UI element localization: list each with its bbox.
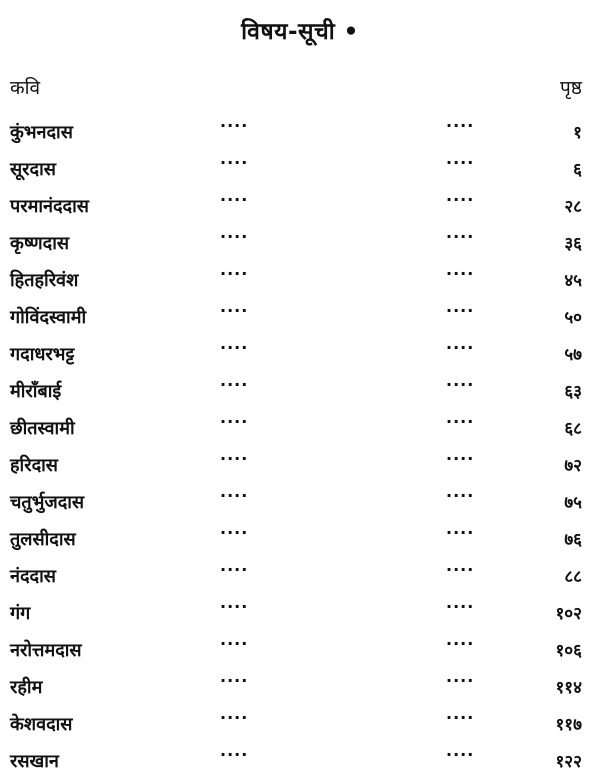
page-number: ६३ [564,382,582,402]
toc-row [10,190,582,227]
dot-leader: ···· [220,671,249,690]
dot-leader: ···· [446,449,475,468]
dot-leader: ···· [220,301,249,320]
dot-leader: ···· [446,301,475,320]
page-number: ११७ [555,715,582,735]
poet-name: मीराँबाई [10,381,62,402]
toc-row [10,116,582,153]
page-number: ६८ [564,419,582,439]
dot-leader: ···· [446,671,475,690]
poet-column-header: कवि [10,77,41,99]
page-number: ७६ [564,530,582,550]
dot-leader: ···· [446,597,475,616]
dot-leader: ···· [220,227,249,246]
dot-leader: ···· [446,116,475,135]
table-of-contents [10,116,582,782]
poet-name: रसखान [10,751,59,772]
page-number: ७५ [564,493,582,513]
dot-leader: ···· [446,190,475,209]
toc-row [10,227,582,264]
toc-row [10,449,582,486]
page-title: विषय-सूची • [241,19,359,45]
poet-name: गंग [10,603,31,624]
toc-row [10,153,582,190]
poet-name: परमानंददास [10,196,89,217]
toc-row [10,560,582,597]
poet-name: केशवदास [10,714,73,735]
page-number: ८८ [564,567,582,587]
toc-row [10,338,582,375]
toc-row [10,301,582,338]
page-number: ६ [573,160,582,180]
dot-leader: ···· [446,375,475,394]
page-number: ३६ [564,234,582,254]
dot-leader: ···· [220,375,249,394]
toc-row [10,597,582,634]
dot-leader: ···· [220,523,249,542]
dot-leader: ···· [220,449,249,468]
page-number: ५० [564,308,582,328]
dot-leader: ···· [446,153,475,172]
toc-row [10,264,582,301]
toc-row [10,523,582,560]
dot-leader: ···· [446,560,475,579]
toc-row [10,375,582,412]
page-number: ७२ [564,456,582,476]
dot-leader: ···· [446,264,475,283]
toc-row [10,745,582,782]
dot-leader: ···· [446,412,475,431]
dot-leader: ···· [446,486,475,505]
poet-name: सूरदास [10,159,56,180]
dot-leader: ···· [220,338,249,357]
toc-row [10,412,582,449]
dot-leader: ···· [220,745,249,764]
poet-name: कृष्णदास [10,233,70,254]
poet-name: नंददास [10,566,56,587]
dot-leader: ···· [446,634,475,653]
toc-row [10,708,582,745]
dot-leader: ···· [220,116,249,135]
page-number: १०२ [555,604,582,624]
dot-leader: ···· [220,634,249,653]
poet-name: हितहरिवंश [10,270,79,291]
dot-leader: ···· [220,264,249,283]
dot-leader: ···· [220,708,249,727]
dot-leader: ···· [446,227,475,246]
poet-name: रहीम [10,677,43,698]
page-number: ४५ [564,271,582,291]
dot-leader: ···· [220,153,249,172]
dot-leader: ···· [220,190,249,209]
page-number: ५७ [564,345,582,365]
dot-leader: ···· [220,412,249,431]
dot-leader: ···· [446,338,475,357]
poet-name: चतुर्भुजदास [10,492,85,513]
poet-name: हरिदास [10,455,58,476]
column-header-row [10,74,582,102]
page-number: ११४ [555,678,582,698]
poet-name: तुलसीदास [10,529,76,550]
page-number: १ [573,123,582,143]
dot-leader: ···· [446,708,475,727]
toc-row [10,634,582,671]
page-column-header: पृष्ठ [560,77,582,99]
dot-leader: ···· [220,486,249,505]
page-number: १०६ [555,641,582,661]
dot-leader: ···· [446,523,475,542]
page-number: १२२ [555,752,582,772]
poet-name: गोविंदस्वामी [10,307,87,328]
dot-leader: ···· [220,560,249,579]
dot-leader: ···· [446,745,475,764]
page-number: २८ [564,197,582,217]
toc-row [10,671,582,708]
toc-row [10,486,582,523]
poet-name: नरोत्तमदास [10,640,82,661]
poet-name: छीतस्वामी [10,418,75,439]
dot-leader: ···· [220,597,249,616]
poet-name: कुंभनदास [10,122,73,143]
poet-name: गदाधरभट्ट [10,344,75,365]
